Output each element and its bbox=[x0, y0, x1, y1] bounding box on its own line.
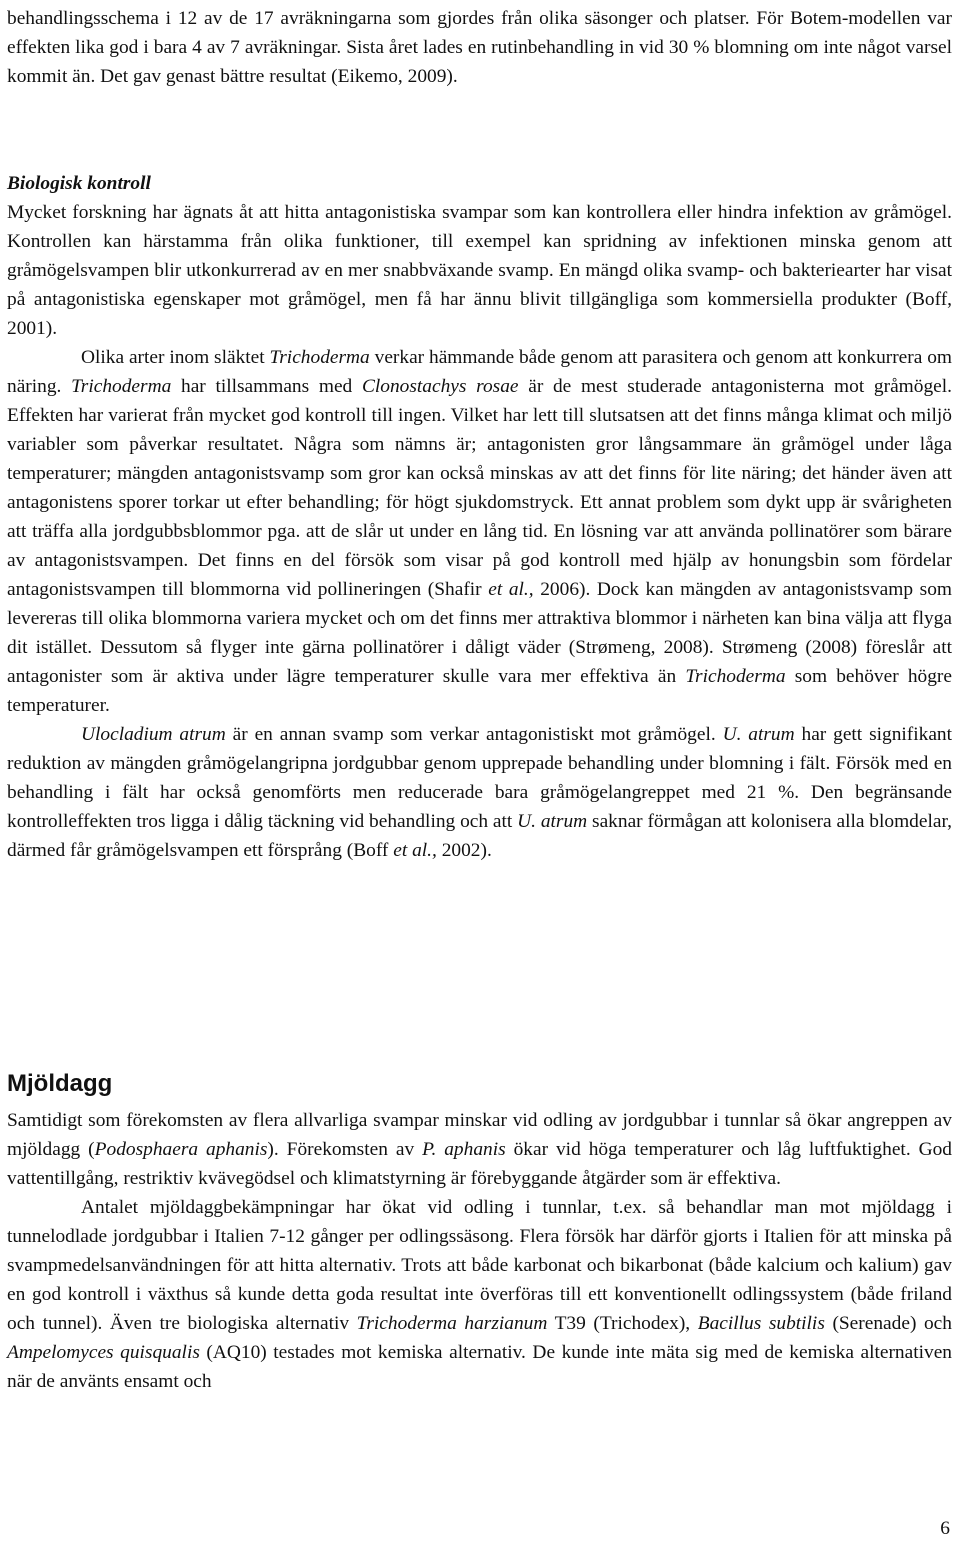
italic-text-run: Bacillus subtilis bbox=[697, 1313, 825, 1334]
italic-text-run: Trichoderma bbox=[71, 376, 172, 397]
text-run: behandlingsschema i 12 av de 17 avräkningarna som gjordes från olika säsonger och platser. För Botem-modellen var effekten lika god i bara 4 av 7 avräkningar. Sista året lades en rutinbehandling in vid 30 % blomning om inte något varsel kommit än. Det gav genast bättre resultat (Eikemo, 2009). bbox=[7, 8, 952, 87]
text-run: 2006). Dock kan mängden av antagonistsvamp som levereras till olika blommorna variera mycket och om det finns mer attraktiva blommor i närheten kan bina välja att flyga dit istället. Dessutom så flyger inte gärna pollinatörer i dåligt väder (Strømeng, 2008). Strømeng (2008) föreslår att antagonister som är aktiva under lägre temperaturer skulle vara mer effektiva än bbox=[7, 579, 952, 687]
bio-paragraph-3 bbox=[7, 720, 952, 865]
italic-text-run: Podosphaera aphanis bbox=[94, 1139, 268, 1160]
text-run: som behöver högre temperaturer. bbox=[7, 666, 952, 716]
text-run: Olika arter inom släktet bbox=[81, 347, 270, 368]
italic-text-run: U. atrum bbox=[517, 811, 588, 832]
intro-paragraph-block bbox=[7, 4, 952, 91]
text-run: Antalet mjöldaggbekämpningar har ökat vid odling i tunnlar, t.ex. så behandlar man mot mjöldagg i tunnelodlade jordgubbar i Italien 7-12 gånger per odlingssäsong. Flera försök har därför gjorts i Italien för att minska på svampmedelsanvändningen för att hitta alternativ. Trots att både karbonat och bikarbonat (både kalcium och kalium) gav en god kontroll i växthus så kunde detta goda resultat inte överföras till ett konventionellt odlingssystem (både friland och tunnel). Även tre biologiska alternativ bbox=[7, 1197, 952, 1334]
mildew-section bbox=[7, 1106, 952, 1396]
page-number: 6 bbox=[940, 1518, 950, 1539]
italic-text-run: et al., bbox=[393, 840, 437, 861]
italic-text-run: Trichoderma harzianum bbox=[356, 1313, 548, 1334]
text-run: är en annan svamp som verkar antagonistiskt mot gråmögel. bbox=[225, 724, 723, 745]
text-run: saknar förmågan att kolonisera alla blomdelar, därmed får gråmögelsvampen ett försprång (Boff bbox=[7, 811, 952, 861]
bio-paragraph-2 bbox=[7, 343, 952, 720]
italic-text-run: Ulocladium atrum bbox=[81, 724, 226, 745]
biological-control-section bbox=[7, 169, 952, 865]
italic-text-run: P. aphanis bbox=[422, 1139, 506, 1160]
text-run: ). Förekomsten av bbox=[267, 1139, 423, 1160]
text-run: (Serenade) och bbox=[824, 1313, 952, 1334]
italic-text-run: U. atrum bbox=[722, 724, 795, 745]
text-run: 2002). bbox=[436, 840, 492, 861]
italic-text-run: Ampelomyces quisqualis bbox=[7, 1342, 200, 1363]
intro-paragraph bbox=[7, 4, 952, 91]
section-heading-mjoldagg: Mjöldagg bbox=[7, 1070, 113, 1097]
text-run: är de mest studerade antagonisterna mot gråmögel. Effekten har varierat från mycket god kontroll till ingen. Vilket har lett till slutsatsen att det finns många klimat och miljö variabler som påverkar resultatet. Några som nämns är; antagonisten gror långsammare än gråmögel under låga temperaturer; mängden antagonistsvamp som gror kan också minskas av att det finns för lite näring; det händer även att antagonistens sporer torkar ut efter behandling; för högt sjukdomstryck. Ett annat problem som dykt upp är svårigheten att träffa alla jordgubbsblommor pga. att de slår ut under en lång tid. En lösning var att använda pollinatörer som bärare av antagonistsvampen. Det finns en del försök som visar på god kontroll med hjälp av honungsbin som fördelar antagonistsvampen till blommorna vid pollineringen (Shafir bbox=[7, 376, 952, 600]
text-run: verkar hämmande både genom att parasitera och genom att konkurrera om näring. bbox=[7, 347, 952, 397]
text-run: Samtidigt som förekomsten av flera allvarliga svampar minskar vid odling av jordgubbar i tunnlar så ökar angreppen av mjöldagg ( bbox=[7, 1110, 952, 1160]
mildew-paragraph-2 bbox=[7, 1193, 952, 1396]
text-run: Mycket forskning har ägnats åt att hitta antagonistiska svampar som kan kontrollera eller hindra infektion av gråmögel. Kontrollen kan härstamma från olika funktioner, till exempel kan spridning av infektionen minska genom att gråmögelsvampen blir utkonkurrerad av en mer snabbväxande svamp. En mängd olika svamp- och bakteriearter har visat på antagonistiska egenskaper mot gråmögel, men få har ännu blivit tillgängliga som kommersiella produkter (Boff, 2001). bbox=[7, 202, 952, 339]
section-heading-biologisk-kontroll: Biologisk kontroll bbox=[7, 173, 151, 194]
text-run: (AQ10) testades mot kemiska alternativ. De kunde inte mäta sig med de kemiska alternativen när de använts ensamt och bbox=[7, 1342, 952, 1392]
text-run: har gett signifikant reduktion av mängden gråmögelangripna jordgubbar genom upprepade behandling under blomning i fält. Försök med en behandling i fält har också genomförts men reducerade bara gråmögelangreppet med 21 %. Den begränsande kontrolleffekten tros ligga i dålig täckning vid behandling och att bbox=[7, 724, 953, 832]
mildew-paragraph-1 bbox=[7, 1106, 952, 1193]
italic-text-run: Clonostachys rosae bbox=[361, 376, 519, 397]
text-run: T39 (Trichodex), bbox=[547, 1313, 698, 1334]
italic-text-run: Trichoderma bbox=[269, 347, 370, 368]
italic-text-run: Trichoderma bbox=[685, 666, 786, 687]
text-run: ökar vid höga temperaturer och låg luftfuktighet. God vattentillgång, restriktiv kvävegödsel och klimatstyrning är förebyggande åtgärder som är effektiva. bbox=[7, 1139, 953, 1189]
italic-text-run: et al., bbox=[488, 579, 534, 600]
bio-paragraph-1 bbox=[7, 198, 952, 343]
text-run: har tillsammans med bbox=[171, 376, 362, 397]
